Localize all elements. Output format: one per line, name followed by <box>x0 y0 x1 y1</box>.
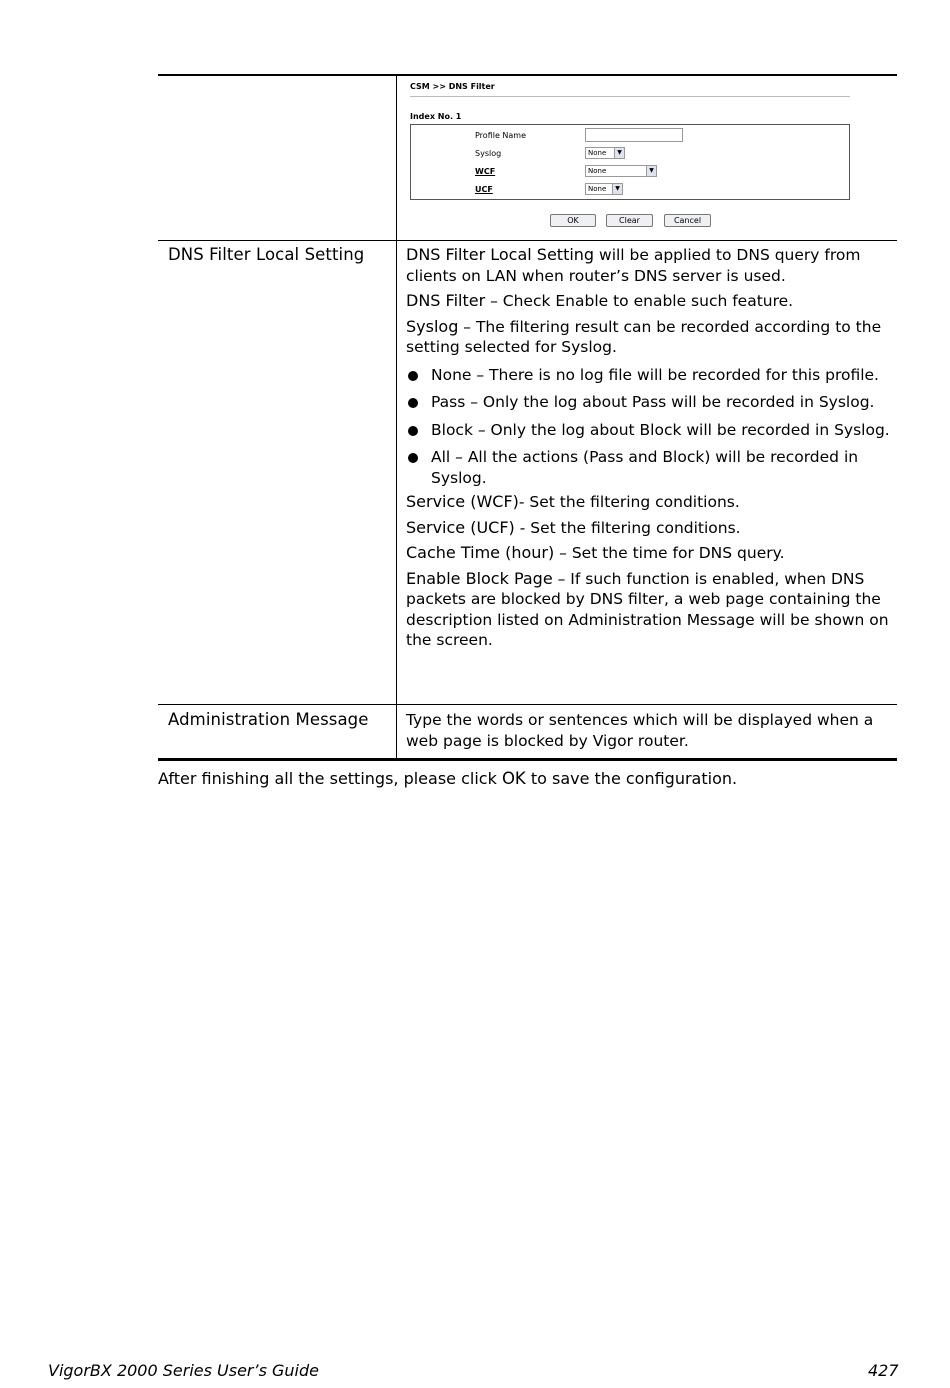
chevron-down-icon: ▼ <box>614 148 624 158</box>
term-key: DNS Filter <box>406 291 486 310</box>
term-text: – If such function is enabled, when DNS packets are blocked by DNS filter, a web page containing the description listed on Administration Message will be shown on the screen. <box>406 569 889 649</box>
row-description: Type the words or sentences which will be displayed when a web page is blocked by Vigor router. <box>406 711 874 750</box>
index-label: Index No. 1 <box>410 112 462 121</box>
chevron-down-icon: ▼ <box>646 166 656 176</box>
bullet-icon <box>408 426 418 436</box>
term-text: – All the actions (Pass and Block) will be recorded in Syslog. <box>431 448 859 487</box>
after-text-start: After finishing all the settings, please click <box>158 769 502 788</box>
profile-name-label: Profile Name <box>475 131 527 140</box>
list-item <box>406 392 892 413</box>
after-text-end: to save the configuration. <box>525 769 738 788</box>
list-item <box>406 420 892 441</box>
ucf-select[interactable] <box>585 183 623 195</box>
term-key: Pass <box>431 393 466 411</box>
term-key: Enable Block Page <box>406 568 553 588</box>
closing-paragraph <box>158 769 737 788</box>
term-key: Syslog <box>406 316 459 336</box>
term-key: Block <box>431 420 473 439</box>
term-text: – There is no log file will be recorded for this profile. <box>471 365 879 384</box>
term-text: - Set the filtering conditions. <box>514 518 741 537</box>
term-key: All <box>431 448 451 466</box>
table-row <box>158 240 897 705</box>
term-text: will be applied to DNS query from clients on LAN when router’s DNS server is used. <box>406 246 861 285</box>
list-item <box>406 447 892 488</box>
bullet-icon <box>408 398 418 408</box>
wcf-value: None <box>588 167 607 175</box>
clear-button[interactable]: Clear <box>606 214 653 227</box>
dns-filter-paragraph <box>406 291 892 312</box>
footer-title: VigorBX 2000 Series User’s Guide <box>48 1361 319 1380</box>
row-description <box>406 245 892 656</box>
term-key: DNS Filter Local Setting <box>406 245 595 264</box>
term-text: - Set the filtering conditions. <box>518 493 740 511</box>
after-key: OK <box>501 769 526 788</box>
profile-settings-box <box>410 124 850 200</box>
syslog-select[interactable] <box>585 147 625 159</box>
table-bottom-rule <box>158 758 897 761</box>
service-wcf-paragraph <box>406 492 892 513</box>
dns-filter-screenshot <box>408 82 854 232</box>
wcf-select[interactable] <box>585 165 657 177</box>
wcf-link[interactable]: WCF <box>475 167 496 176</box>
bullet-icon <box>408 371 418 381</box>
bullet-icon <box>408 453 418 463</box>
syslog-value: None <box>588 149 607 157</box>
list-item <box>406 365 892 386</box>
term-text: – Check Enable to enable such feature. <box>485 292 794 310</box>
page-number: 427 <box>868 1361 899 1380</box>
row-term: DNS Filter Local Setting <box>168 245 365 264</box>
term-text: – Set the time for DNS query. <box>554 544 785 562</box>
term-key: Cache Time (hour) <box>406 543 555 562</box>
cancel-button[interactable]: Cancel <box>664 214 711 227</box>
syslog-paragraph <box>406 317 892 358</box>
breadcrumb-divider <box>410 96 850 97</box>
term-text: – The filtering result can be recorded according to the setting selected for Syslog. <box>406 317 882 356</box>
profile-name-input[interactable] <box>585 128 683 142</box>
intro-paragraph <box>406 245 892 286</box>
ok-button[interactable]: OK <box>550 214 596 227</box>
service-ucf-paragraph <box>406 518 892 539</box>
term-text: – Only the log about Block will be recorded in Syslog. <box>472 420 890 439</box>
term-key: Service (UCF) <box>406 517 515 537</box>
ucf-link[interactable]: UCF <box>475 185 493 194</box>
term-key: None <box>431 365 472 384</box>
table-row <box>158 704 897 758</box>
ucf-value: None <box>588 185 607 193</box>
breadcrumb: CSM >> DNS Filter <box>410 82 495 91</box>
chevron-down-icon: ▼ <box>612 184 622 194</box>
screenshot-row <box>158 76 897 241</box>
term-text: – Only the log about Pass will be recorded in Syslog. <box>465 393 875 411</box>
block-page-paragraph <box>406 569 892 651</box>
row-term: Administration Message <box>168 710 369 729</box>
cache-time-paragraph <box>406 543 892 564</box>
term-key: Service (WCF) <box>406 492 519 511</box>
syslog-label: Syslog <box>475 149 502 158</box>
